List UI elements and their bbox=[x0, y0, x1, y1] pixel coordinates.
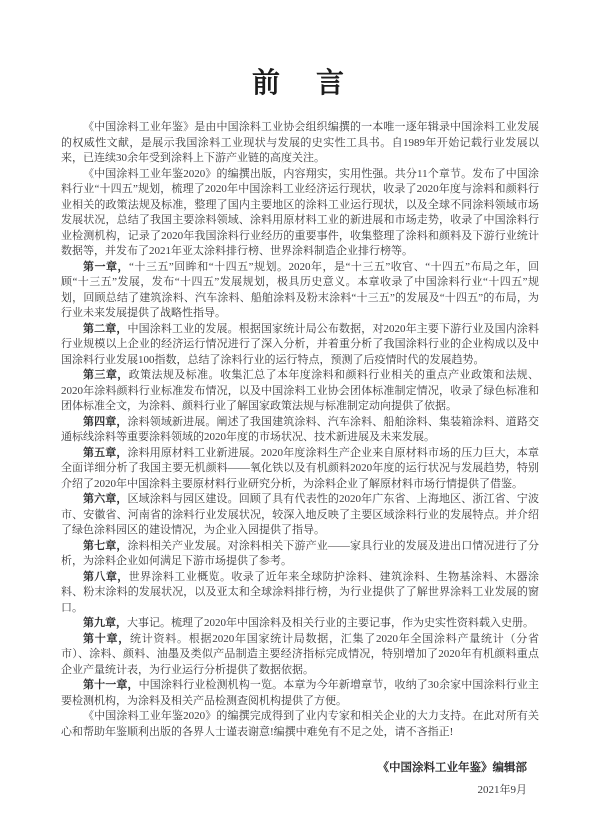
page-title: 前 言 bbox=[251, 68, 348, 99]
paragraph: 《中国涂料工业年鉴2020》的编撰完成得到了业内专家和相关企业的大力支持。在此对所有关心和帮助年鉴顺利出版的各界人士谨表谢意!编撰中难免有不足之处，请不吝指正! bbox=[61, 710, 539, 738]
signature: 《中国涂料工业年鉴》编辑部 bbox=[377, 762, 527, 774]
signature-block bbox=[61, 760, 539, 798]
paragraph: 第九章，大事记。梳理了2020年中国涂料及相关行业的主要记事，作为史实性资料载入史册。 bbox=[83, 617, 534, 629]
chapter-label: 第十一章， bbox=[83, 679, 139, 691]
chapter-label: 第五章， bbox=[83, 446, 128, 459]
chapter-label: 第四章， bbox=[83, 415, 128, 428]
chapter-label: 第七章， bbox=[83, 539, 128, 552]
paragraph: 《中国涂料工业年鉴》是由中国涂料工业协会组织编撰的一本唯一逐年辑录中国涂料工业发展的权威性文献，是展示我国涂料工业现状与发展的史实性工具书。自1989年开始记载行业发展以来，已连续30余年受到涂料上下游产业链的高度关注。 bbox=[61, 121, 539, 164]
paragraph: 第六章，区域涂料与园区建设。回顾了具有代表性的2020年广东省、上海地区、浙江省、宁波市、安徽省、河南省的涂料行业发展状况，较深入地反映了主要区域涂料行业的发展特点。并介绍了绿色涂料园区的建设情况，为企业入园提供了指导。 bbox=[61, 493, 540, 536]
chapter-label: 第十章， bbox=[83, 632, 130, 645]
preface-body bbox=[61, 120, 539, 740]
chapter-label: 第三章， bbox=[83, 369, 129, 381]
chapter-label: 第六章， bbox=[83, 493, 128, 505]
signature-date: 2021年9月 bbox=[477, 784, 527, 796]
paragraph: 《中国涂料工业年鉴2020》的编撰出版，内容翔实，实用性强。共分11个章节。发布了中国涂料行业“十四五”规划，梳理了2020年中国涂料工业经济运行现状，收录了2020年度与涂料和颜料行业相关的政策法规及标准，整理了国内主要地区的涂料工业运行现状，以及全球不同涂料领域市场发展状况，总结了我国主要涂料领域、涂料用原材料工业的新进展和市场走势，收录了中国涂料行业检测机构，记录了2020年我国涂料行业经历的重要事件，收集整理了涂料和颜料及下游行业统计数据等，并发布了2021年亚太涂料排行榜、世界涂料制造企业排行榜等。 bbox=[61, 167, 539, 257]
paragraph: 第十一章，中国涂料行业检测机构一览。本章为今年新增章节，收纳了30余家中国涂料行业主要检测机构，为涂料及相关产品检测查阅机构提供了方便。 bbox=[61, 679, 539, 707]
paragraph: 第十章，统计资料。根据2020年国家统计局数据，汇集了2020年全国涂料产量统计（分省市）、涂料、颜料、油墨及类似产品制造主要经济指标完成情况，特别增加了2020年有机颜料重点企业产量统计表，为行业运行分析提供了数据依据。 bbox=[61, 632, 539, 676]
chapter-label: 第二章， bbox=[83, 322, 128, 335]
paragraph: 第二章，中国涂料工业的发展。根据国家统计局公布数据，对2020年主要下游行业及国内涂料行业规模以上企业的经济运行情况进行了深入分析，并着重分析了我国涂料行业的企业构成以及中国涂料行业发展100指数，总结了涂料行业的运行特点，预测了后疫情时代的发展趋势。 bbox=[61, 322, 540, 366]
chapter-label: 第八章， bbox=[83, 570, 129, 583]
chapter-label: 第九章， bbox=[83, 617, 127, 629]
paragraph: 第八章，世界涂料工业概览。收录了近年来全球防护涂料、建筑涂料、生物基涂料、木器涂料、粉末涂料的发展状况，以及亚太和全球涂料排行榜，为行业提供了了解世界涂料工业发展的窗口。 bbox=[61, 570, 540, 614]
paragraph: 第四章，涂料领域新进展。阐述了我国建筑涂料、汽车涂料、船舶涂料、集装箱涂料、道路交通标线涂料等重要涂料领域的2020年度的市场状况、技术新进展及未来发展。 bbox=[61, 415, 539, 443]
paragraph: 第七章，涂料相关产业发展。对涂料相关下游产业——家具行业的发展及进出口情况进行了分析，为涂料企业如何满足下游市场提供了参考。 bbox=[61, 539, 540, 567]
paragraph: 第三章，政策法规及标准。收集汇总了本年度涂料和颜料行业相关的重点产业政策和法规、2020年涂料颜料行业标准发布情况，以及中国涂料工业协会团体标准制定情况，收录了绿色标准和团体标准全文，为涂料、颜料行业了解国家政策法规与标准制定动向提供了依据。 bbox=[61, 369, 540, 412]
paragraph: 第一章，“十三五”回眸和“十四五”规划。2020年，是“十三五”收官、“十四五”布局之年，回顾“十三五”发展，发布“十四五”发展规划，极具历史意义。本章收录了中国涂料行业“十四五”规划，回顾总结了建筑涂料、汽车涂料、船舶涂料及粉末涂料“十三五”的发展及“十四五”的布局，为行业未来发展提供了战略性指导。 bbox=[61, 260, 539, 319]
paragraph: 第五章，涂料用原材料工业新进展。2020年度涂料生产企业来自原材料市场的压力巨大，本章全面详细分析了我国主要无机颜料——氧化铁以及有机颜料2020年度的运行状况与发展趋势，特别介绍了2020年中国涂料主要原材料行业研究分析，为涂料企业了解原材料市场行情提供了借鉴。 bbox=[61, 446, 540, 490]
chapter-label: 第一章， bbox=[83, 260, 129, 273]
